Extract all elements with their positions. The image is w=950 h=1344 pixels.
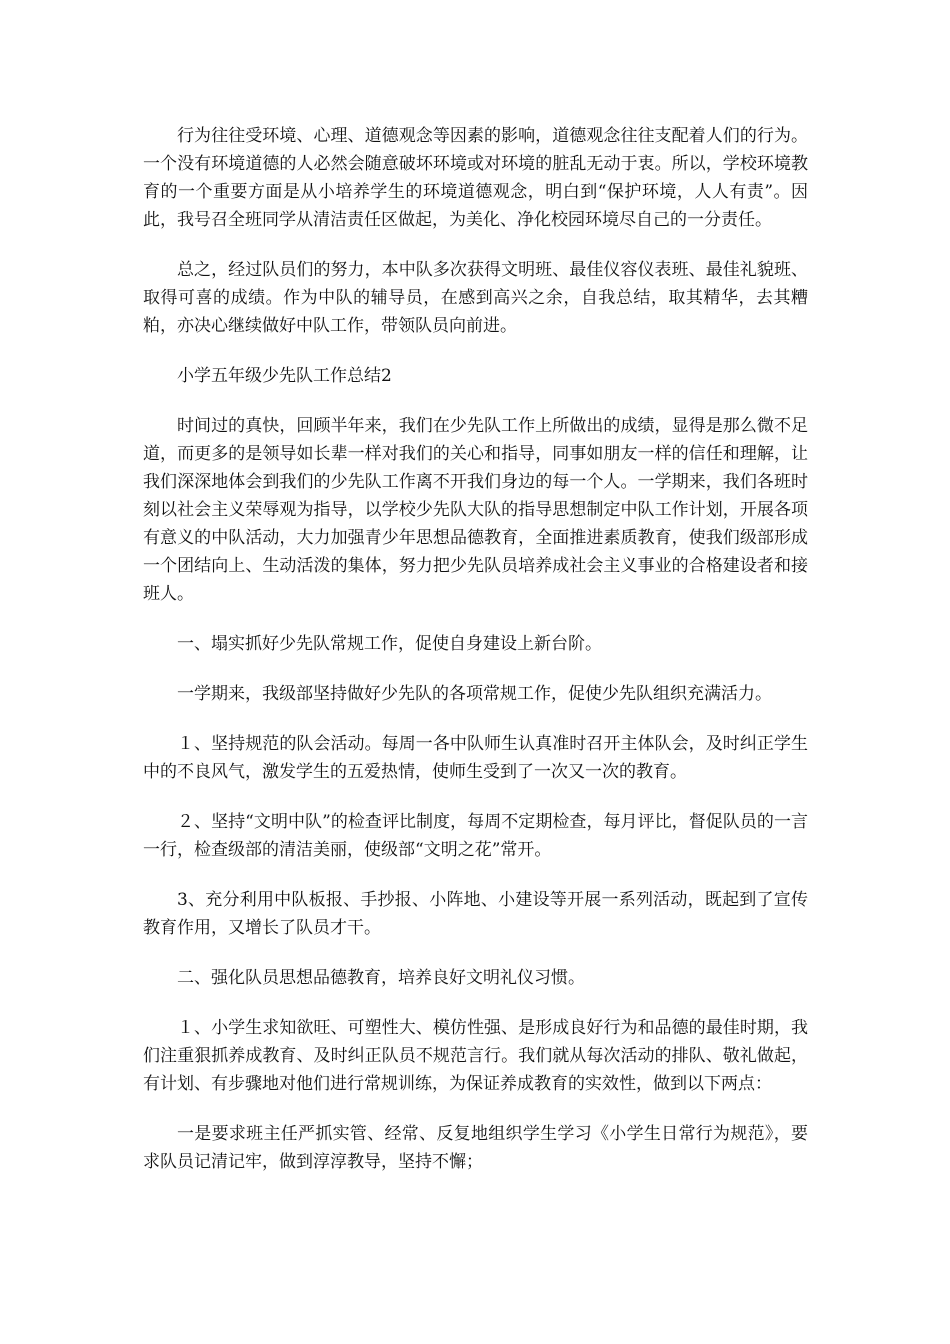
paragraph-routine-work: 一学期来，我级部坚持做好少先队的各项常规工作，促使少先队组织充满活力。	[177, 684, 772, 704]
paragraph-conclusion: 总之，经过队员们的努力，本中队多次获得文明班、最佳仪容仪表班、最佳礼貌班、取得可喜的成绩。作为中队的辅导员，在感到高兴之余，自我总结，取其精华，去其糟粕，亦决心继续做好中队工作，带领队员向前进。	[143, 260, 808, 336]
section-title: 小学五年级少先队工作总结2	[177, 366, 392, 386]
paragraph-intro: 时间过的真快，回顾半年来，我们在少先队工作上所做出的成绩，显得是那么微不足道，而更多的是领导如长辈一样对我们的关心和指导，同事如朋友一样的信任和理解，让我们深深地体会到我们的少先队工作离不开我们身边的每一个人。一学期来，我们各班时刻以社会主义荣辱观为指导，以学校少先队大队的指导思想制定中队工作计划，开展各项有意义的中队活动，大力加强青少年思想品德教育，全面推进素质教育，使我们级部形成一个团结向上、生动活泼的集体，努力把少先队员培养成社会主义事业的合格建设者和接班人。	[143, 416, 808, 604]
list-item-1: １、坚持规范的队会活动。每周一各中队师生认真准时召开主体队会，及时纠正学生中的不良风气，激发学生的五爱热情，使师生受到了一次又一次的教育。	[143, 734, 808, 782]
paragraph-point-one: 一是要求班主任严抓实管、经常、反复地组织学生学习《小学生日常行为规范》，要求队员记清记牢，做到淳淳教导，坚持不懈；	[143, 1124, 808, 1172]
heading-routine-work: 一、塌实抓好少先队常规工作，促使自身建设上新台阶。	[177, 634, 602, 654]
paragraph-environment-ethics: 行为往往受环境、心理、道德观念等因素的影响，道德观念往往支配着人们的行为。一个没有环境道德的人必然会随意破坏环境或对环境的脏乱无动于衷。所以，学校环境教育的一个重要方面是从小培养学生的环境道德观念，明白到“保护环境，人人有责”。因此，我号召全班同学从清洁责任区做起，为美化、净化校园环境尽自己的一分责任。	[143, 126, 808, 230]
heading-moral-education: 二、强化队员思想品德教育，培养良好文明礼仪习惯。	[177, 968, 585, 988]
list-item-moral-1: １、小学生求知欲旺、可塑性大、模仿性强、是形成良好行为和品德的最佳时期，我们注重狠抓养成教育、及时纠正队员不规范言行。我们就从每次活动的排队、敬礼做起，有计划、有步骤地对他们进行常规训练，为保证养成教育的实效性，做到以下两点：	[143, 1018, 808, 1094]
list-item-2: ２、坚持“文明中队”的检查评比制度，每周不定期检查，每月评比，督促队员的一言一行，检查级部的清洁美丽，使级部“文明之花”常开。	[143, 812, 808, 860]
document-page	[143, 122, 808, 1198]
list-item-3: 3、充分利用中队板报、手抄报、小阵地、小建设等开展一系列活动，既起到了宣传教育作用，又增长了队员才干。	[143, 890, 808, 938]
